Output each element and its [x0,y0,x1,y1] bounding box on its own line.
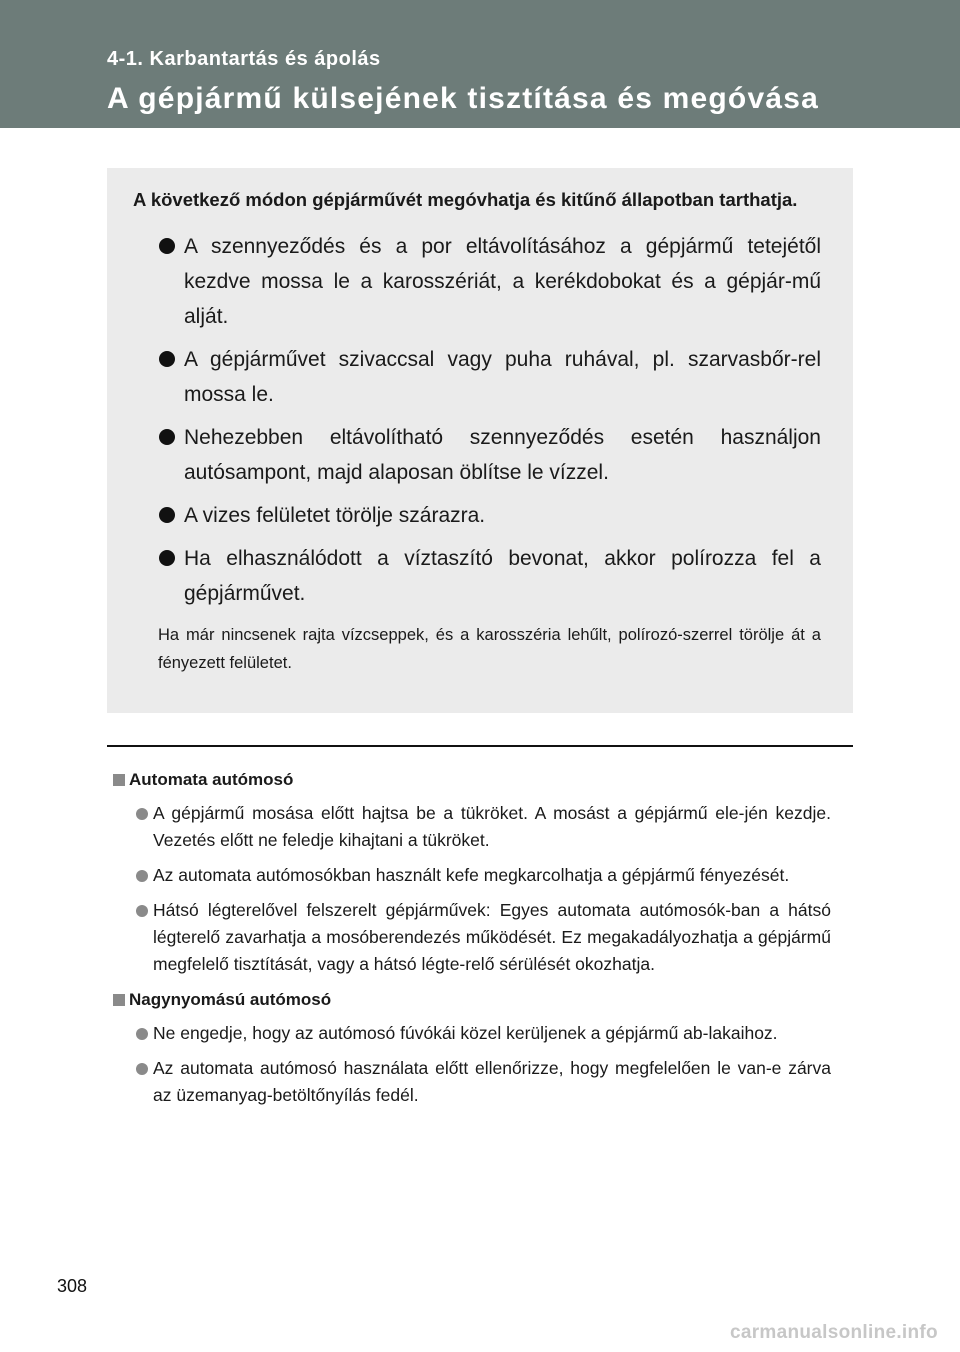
chapter-header [0,0,960,128]
list-item [107,1020,831,1047]
page-number: 308 [57,1276,88,1296]
square-bullet-icon [113,994,125,1006]
list-item-text: A gépjármű mosása előtt hajtsa be a tükröket. A mosást a gépjármű ele-jén kezdje. Vezetés előtt ne feledje kihajtani a tükröket. [153,803,831,850]
list-item [107,1055,831,1109]
list-item-text: Ne engedje, hogy az autómosó fúvókái közel kerüljenek a gépjármű ab-lakaihoz. [153,1023,778,1043]
bullet-icon [136,1028,148,1040]
list-item-text: Ha elhasználódott a víztaszító bevonat, akkor polírozza fel a gépjárművet. [184,547,821,605]
page-title: A gépjármű külsejének tisztítása és megóvása [107,82,819,115]
intro-text: A következő módon gépjárművét megóvhatja és kitűnő állapotban tarthatja. [133,189,798,210]
list-item [133,342,821,412]
note-heading-text: Nagynyomású autómosó [129,990,332,1009]
list-item [133,229,821,334]
outro-text: Ha már nincsenek rajta vízcseppek, és a karosszéria lehűlt, polírozó-szerrel törölje át a fényezett felületet. [158,626,821,672]
list-item [133,420,821,490]
bullet-icon [136,870,148,882]
intro-box [107,168,853,713]
list-item-text: Nehezebben eltávolítható szennyeződés esetén használjon autósampont, majd alaposan öblítse le vízzel. [184,426,821,484]
bullet-icon [159,429,175,445]
note-heading-automatic-wash [107,766,831,794]
section-divider [107,745,853,747]
note-heading-text: Automata autómosó [129,770,294,789]
watermark: carmanualsonline.info [730,1322,938,1343]
list-item-text: A gépjárművet szivaccsal vagy puha ruhával, pl. szarvasbőr-rel mossa le. [184,348,821,406]
bullet-icon [136,905,148,917]
bullet-icon [159,238,175,254]
note-heading-high-pressure-wash [107,986,831,1014]
square-bullet-icon [113,774,125,786]
list-item [133,498,821,533]
list-item [107,897,831,978]
bullet-icon [159,550,175,566]
list-item [107,862,831,889]
list-item-text: Az automata autómosókban használt kefe megkarcolhatja a gépjármű fényezését. [153,865,790,885]
care-steps-list [133,229,821,611]
bullet-icon [159,507,175,523]
list-item-text: Hátsó légterelővel felszerelt gépjárművek: Egyes automata autómosók-ban a hátsó légterelő zavarhatja a mosóberendezés működését. Ez megakadályozhatja a gépjármű megfelelő tisztítását, vagy a hátsó légte-relő sérülését okozhatja. [153,900,831,974]
list-item-text: A szennyeződés és a por eltávolításához a gépjármű tetejétől kezdve mossa le a karosszériát, a kerékdobokat és a gépjár-mű alját. [184,235,821,328]
list-item-text: Az automata autómosó használata előtt ellenőrizze, hogy megfelelően le van-e zárva az üzemanyag-betöltőnyílás fedél. [153,1058,831,1105]
section-label: 4-1. Karbantartás és ápolás [107,48,381,70]
list-item-text: A vizes felületet törölje szárazra. [184,504,486,527]
bullet-icon [136,808,148,820]
list-item [133,541,821,611]
list-item [107,800,831,854]
bullet-icon [159,351,175,367]
notes-section [107,766,831,1117]
bullet-icon [136,1063,148,1075]
